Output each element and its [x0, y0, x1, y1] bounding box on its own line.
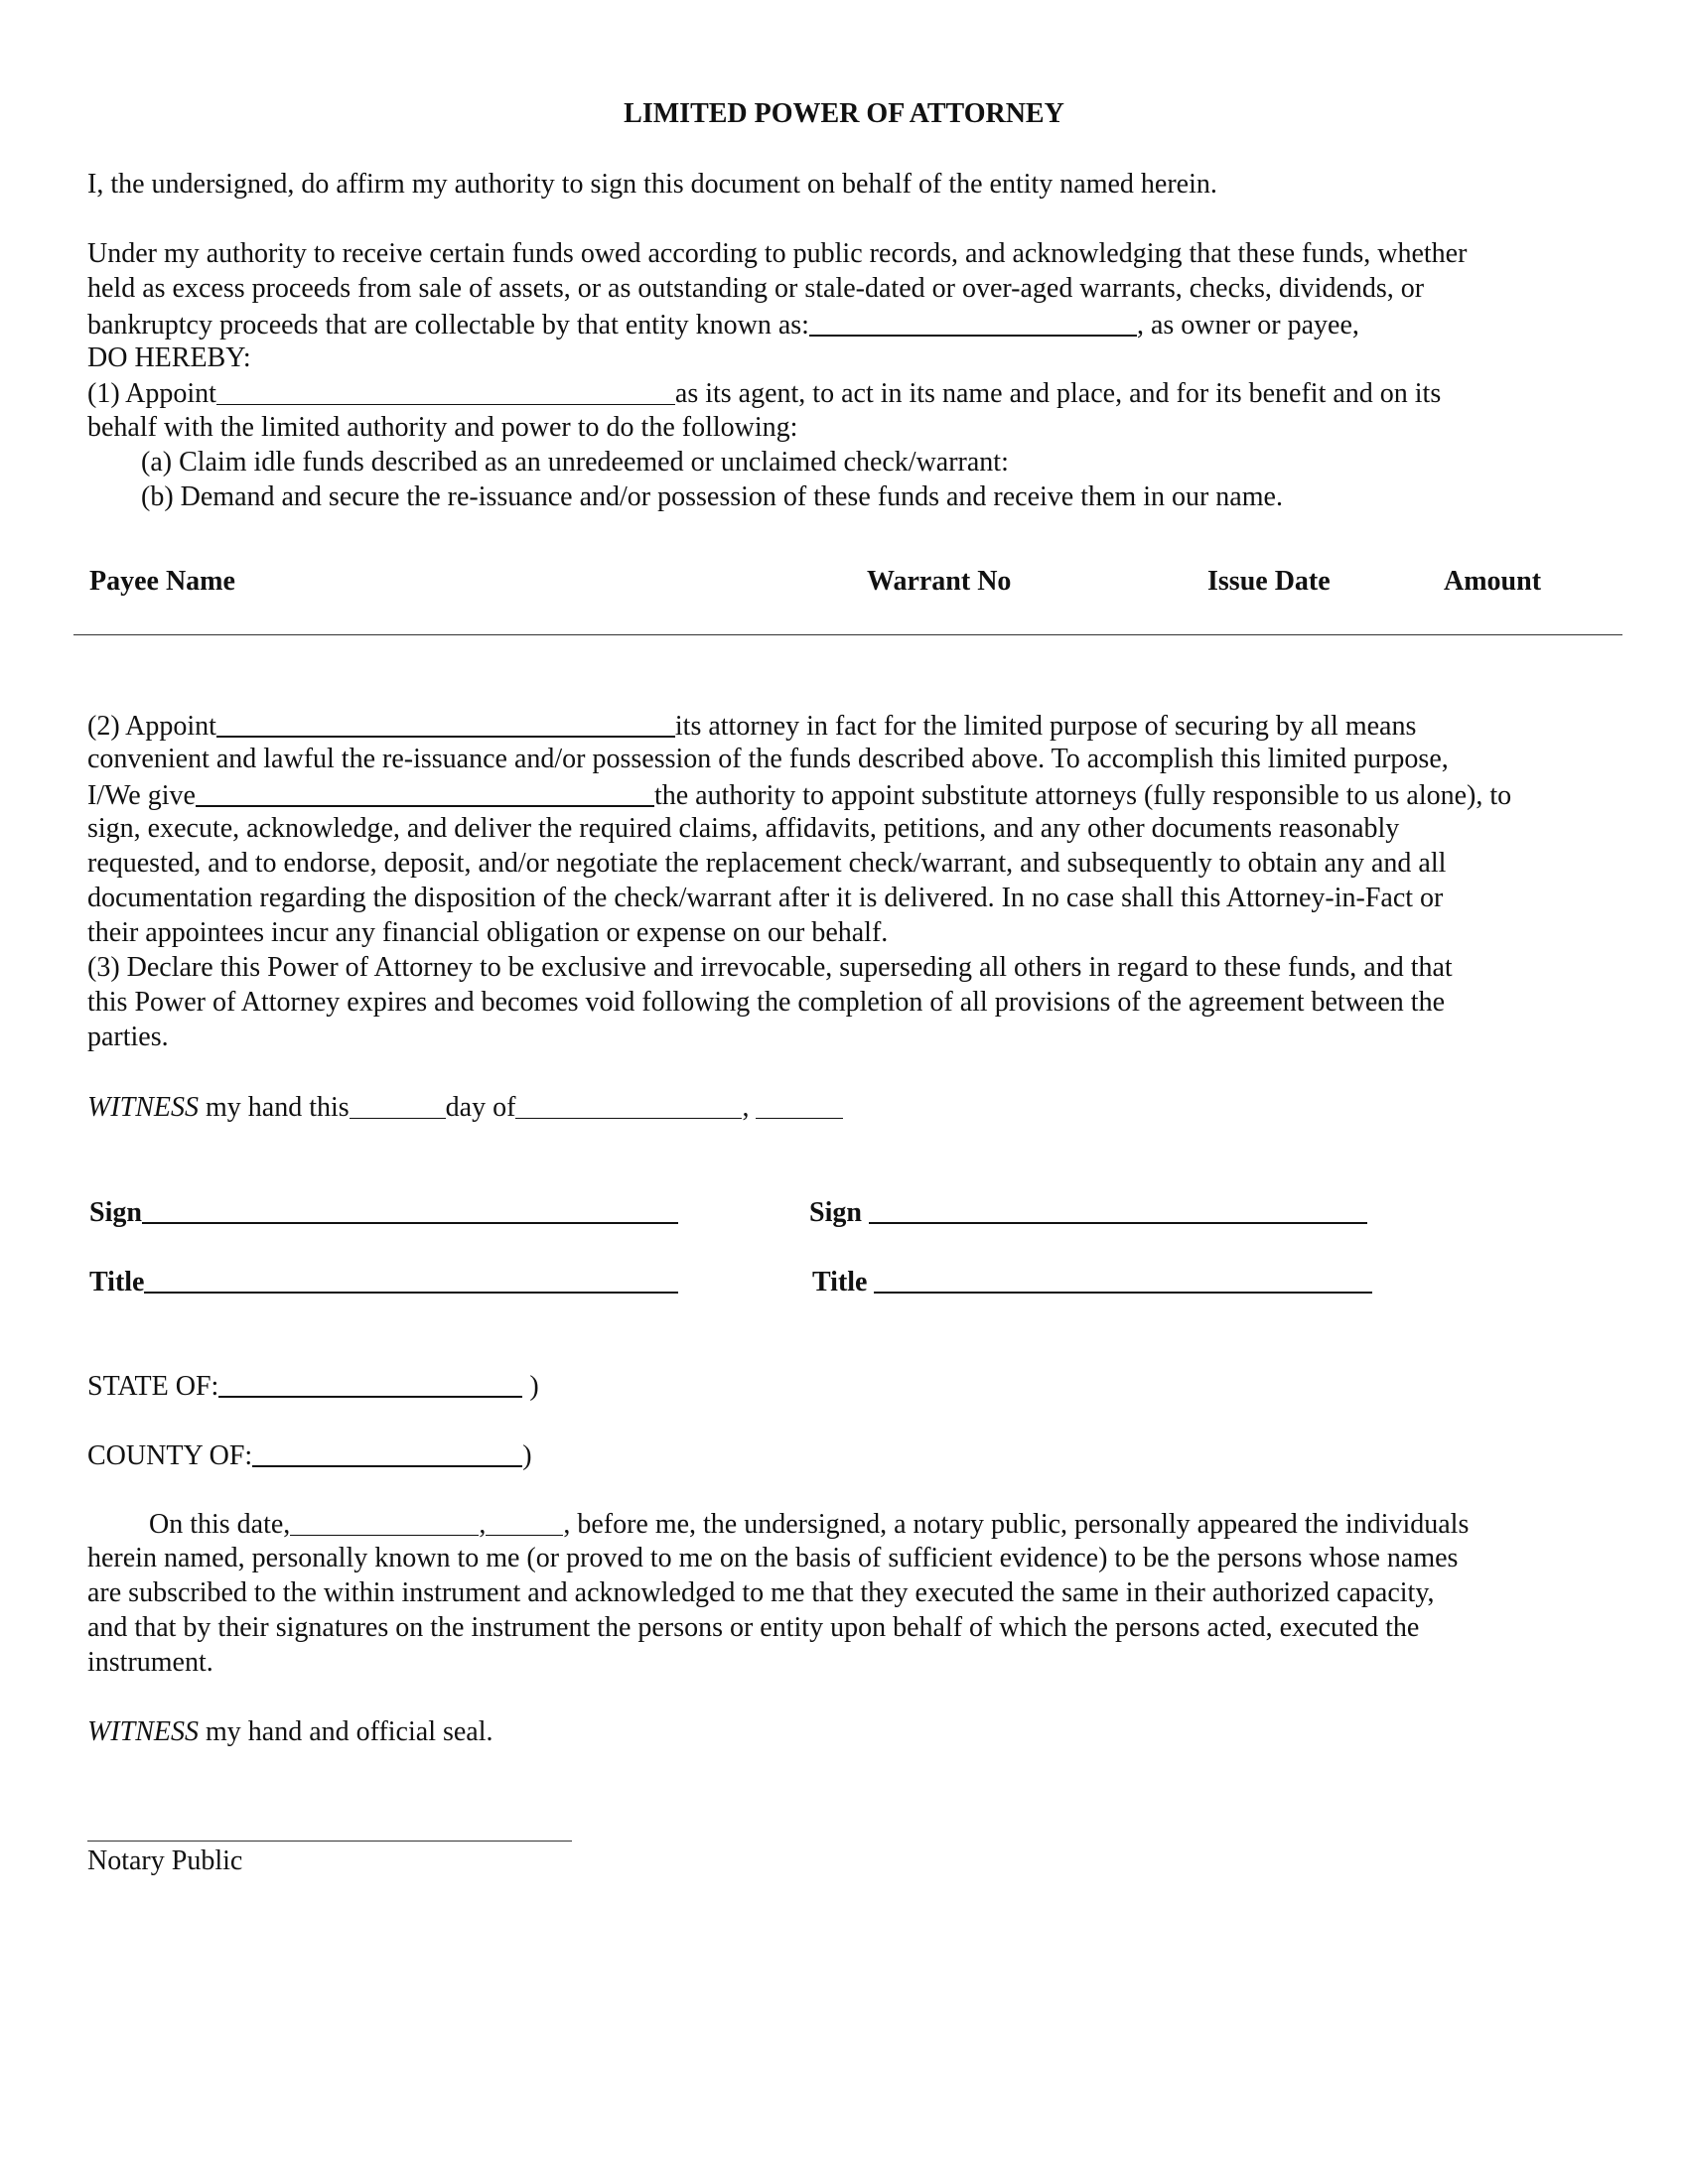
sign-line-right — [809, 1193, 1367, 1230]
notary-signature-blank[interactable] — [87, 1841, 572, 1842]
witness-seal-line — [87, 1714, 493, 1749]
witness-day-blank[interactable] — [350, 1092, 446, 1119]
intro-statement: I, the undersigned, do affirm my authority to sign this document on behalf of the entity named herein. — [87, 169, 1217, 200]
county-paren: ) — [522, 1440, 532, 1471]
witness-year-blank[interactable] — [756, 1092, 843, 1119]
notary-line4: and that by their signatures on the instrument the persons or entity upon behalf of which the persons acted, executed the — [87, 1612, 1420, 1643]
county-label: COUNTY OF: — [87, 1440, 253, 1471]
item1-agent-text: as its agent, to act in its name and place, and for its benefit and on its — [674, 378, 1442, 409]
attorney-name-blank[interactable] — [216, 710, 675, 738]
item3-line2: this Power of Attorney expires and becomes void following the completion of all provisions of the agreement between the — [87, 987, 1445, 1018]
header-warrant-no: Warrant No — [867, 566, 1012, 597]
do-hereby: DO HEREBY: — [87, 342, 251, 373]
state-blank[interactable] — [218, 1370, 522, 1398]
item2-line3 — [87, 776, 1511, 813]
item2-authority-text: the authority to appoint substitute attorneys (fully responsible to us alone), to — [653, 780, 1512, 811]
item2-line4: sign, execute, acknowledge, and deliver the required claims, affidavits, petitions, and any other documents reasonably — [87, 813, 1400, 844]
witness-comma: , — [742, 1092, 757, 1123]
witness-dayof-text: day of — [445, 1092, 516, 1123]
title-line-left — [89, 1263, 678, 1299]
para1-line3-text: bankruptcy proceeds that are collectable by that entity known as: — [87, 310, 809, 341]
item2-appoint: (2) Appoint — [87, 711, 216, 742]
item1-appoint: (1) Appoint — [87, 378, 216, 409]
title-line-right — [812, 1263, 1372, 1299]
signature-blank-left[interactable] — [142, 1196, 678, 1224]
item1-line2: behalf with the limited authority and power to do the following: — [87, 412, 798, 443]
county-line — [87, 1436, 532, 1473]
witness-month-blank[interactable] — [515, 1092, 742, 1119]
item2-give: I/We give — [87, 780, 196, 811]
item2-line1 — [87, 707, 1416, 744]
sign-label-left: Sign — [89, 1197, 142, 1228]
notary-public-label: Notary Public — [87, 1845, 243, 1876]
notary-line1 — [149, 1506, 1469, 1542]
item2-line7: their appointees incur any financial obligation or expense on our behalf. — [87, 917, 889, 948]
table-divider — [73, 634, 1622, 635]
notary-line2: herein named, personally known to me (or proved to me on the basis of sufficient evidence) to be the persons whose names — [87, 1543, 1459, 1573]
title-label-right: Title — [812, 1267, 868, 1297]
item1-sub-a: (a) Claim idle funds described as an unredeemed or unclaimed check/warrant: — [141, 447, 1009, 478]
item2-line5: requested, and to endorse, deposit, and/or negotiate the replacement check/warrant, and subsequently to obtain any and all — [87, 848, 1447, 879]
notary-on-this-date: On this date, — [149, 1509, 291, 1540]
notary-line1-text: , before me, the undersigned, a notary public, personally appeared the individuals — [563, 1509, 1470, 1540]
para1-line3 — [87, 306, 1359, 342]
witness-label: WITNESS — [87, 1092, 199, 1123]
notary-line5: instrument. — [87, 1647, 213, 1678]
para1-line1: Under my authority to receive certain funds owed according to public records, and acknowledging that these funds, whether — [87, 238, 1468, 269]
county-blank[interactable] — [252, 1439, 522, 1467]
item1-sub-b: (b) Demand and secure the re-issuance and/or possession of these funds and receive them in our name. — [141, 481, 1283, 512]
state-line — [87, 1367, 539, 1404]
item2-line6: documentation regarding the disposition of the check/warrant after it is delivered. In no case shall this Attorney-in-Fact or — [87, 883, 1444, 913]
sign-label-right: Sign — [809, 1197, 862, 1228]
authority-grantee-blank[interactable] — [196, 779, 654, 807]
witness-seal-text: my hand and official seal. — [199, 1716, 493, 1747]
item1-line1 — [87, 375, 1441, 411]
header-amount: Amount — [1444, 566, 1542, 597]
title-label-left: Title — [89, 1267, 145, 1297]
para1-line3-end: , as owner or payee, — [1136, 310, 1359, 341]
entity-name-blank[interactable] — [809, 309, 1137, 337]
item2-line2: convenient and lawful the re-issuance and/or possession of the funds described above. To accomplish this limited purpose, — [87, 744, 1449, 774]
title-blank-right[interactable] — [874, 1266, 1372, 1294]
notary-date-blank[interactable] — [290, 1509, 479, 1536]
header-issue-date: Issue Date — [1207, 566, 1331, 597]
witness-date-line — [87, 1089, 843, 1125]
signature-blank-right[interactable] — [869, 1196, 1367, 1224]
item3-line1: (3) Declare this Power of Attorney to be exclusive and irrevocable, superseding all others in regard to these funds, and that — [87, 952, 1453, 983]
state-paren: ) — [529, 1371, 539, 1402]
title-blank-left[interactable] — [144, 1266, 678, 1294]
sign-line-left — [89, 1193, 678, 1230]
notary-year-blank[interactable] — [486, 1509, 563, 1536]
document-title: LIMITED POWER OF ATTORNEY — [624, 98, 1064, 129]
item2-attorney-text: its attorney in fact for the limited purpose of securing by all means — [674, 711, 1417, 742]
item3-line3: parties. — [87, 1022, 169, 1052]
notary-line3: are subscribed to the within instrument and acknowledged to me that they executed the same in their authorized capacity, — [87, 1577, 1435, 1608]
notary-date-comma: , — [479, 1509, 487, 1540]
agent-name-blank[interactable] — [216, 378, 675, 405]
header-payee-name: Payee Name — [89, 566, 235, 597]
state-label: STATE OF: — [87, 1371, 219, 1402]
para1-line2: held as excess proceeds from sale of assets, or as outstanding or stale-dated or over-aged warrants, checks, dividends, or — [87, 273, 1425, 304]
witness-seal-label: WITNESS — [87, 1716, 199, 1747]
witness-hand-text: my hand this — [199, 1092, 350, 1123]
